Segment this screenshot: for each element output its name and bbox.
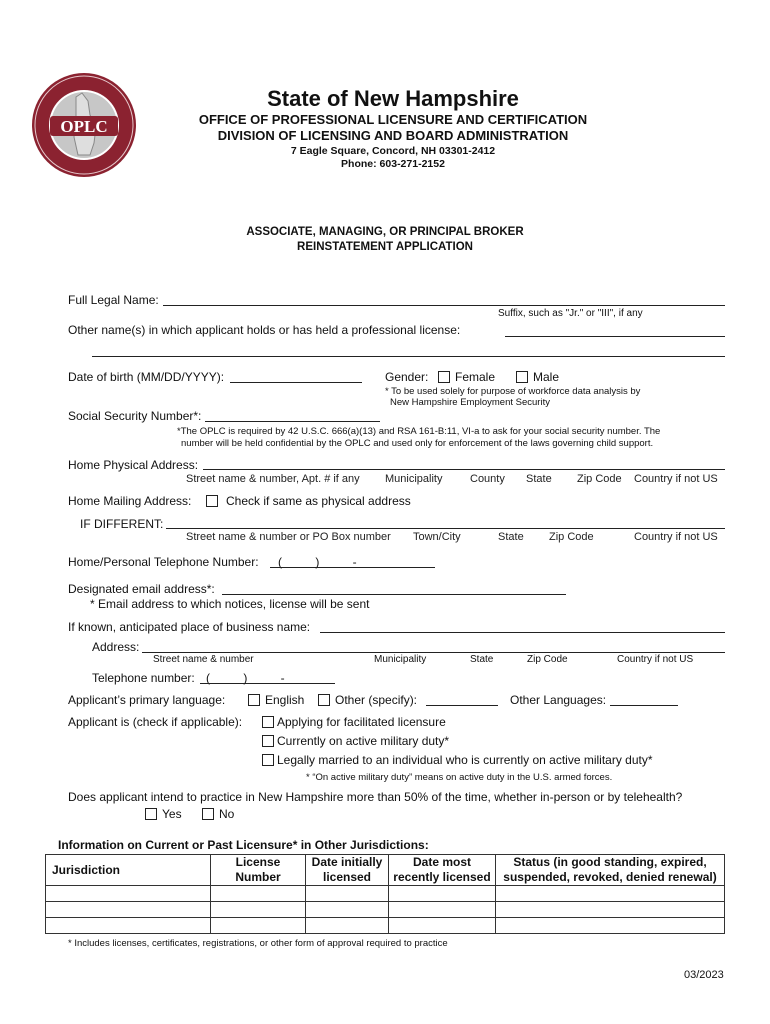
- ssn-field[interactable]: [205, 421, 380, 422]
- facilitated-option[interactable]: Applying for facilitated licensure: [262, 715, 446, 729]
- col-status: Status (in good standing, expired, suspended, revoked, denied renewal): [496, 855, 725, 886]
- home-physical-label: Home Physical Address:: [68, 458, 199, 472]
- married-military-option[interactable]: Legally married to an individual who is currently on active military duty*: [262, 753, 653, 767]
- practice-yes-option[interactable]: Yes: [145, 807, 182, 821]
- other-names-field[interactable]: [505, 336, 725, 337]
- office-name: OFFICE OF PROFESSIONAL LICENSURE AND CERTIFICATION: [198, 112, 588, 127]
- hp-state-hint: State: [526, 473, 552, 485]
- gender-note-line1: * To be used solely for purpose of workforce data analysis by: [385, 386, 641, 397]
- telephone-mask: ( ) -: [206, 671, 285, 685]
- hp-street-hint: Street name & number, Apt. # if any: [186, 473, 360, 485]
- facilitated-checkbox[interactable]: [262, 716, 274, 728]
- licensure-table: [45, 854, 725, 934]
- lang-other-option[interactable]: Other (specify):: [318, 693, 417, 707]
- business-address-label: Address:: [92, 640, 140, 654]
- md-state-hint: State: [498, 531, 524, 543]
- ba-municipality-hint: Municipality: [374, 654, 427, 665]
- ssn-note-line1: *The OPLC is required by 42 U.S.C. 666(a)(13) and RSA 161-B:11, VI-a to ask for your social security number. The: [177, 426, 661, 437]
- table-row[interactable]: [46, 918, 725, 934]
- other-languages-label: Other Languages:: [510, 693, 607, 707]
- md-town-hint: Town/City: [413, 531, 461, 543]
- licensure-heading: Information on Current or Past Licensure* in Other Jurisdictions:: [58, 838, 429, 852]
- gender-label: Gender:: [385, 370, 429, 384]
- other-names-field-line2[interactable]: [92, 356, 725, 357]
- other-languages-field[interactable]: [610, 705, 678, 706]
- no-checkbox[interactable]: [202, 808, 214, 820]
- email-field[interactable]: [222, 594, 566, 595]
- md-country-hint: Country if not US: [634, 531, 718, 543]
- ba-state-hint: State: [470, 654, 494, 665]
- married-military-checkbox[interactable]: [262, 754, 274, 766]
- same-as-physical-option[interactable]: Check if same as physical address: [206, 494, 411, 508]
- dob-field[interactable]: [230, 382, 362, 383]
- ssn-label: Social Security Number*:: [68, 409, 202, 423]
- business-name-field[interactable]: [320, 632, 725, 633]
- phone-field[interactable]: [270, 567, 435, 568]
- licensure-header-row: [46, 855, 725, 886]
- dob-label: Date of birth (MM/DD/YYYY):: [68, 370, 225, 384]
- telephone-label: Telephone number:: [92, 671, 195, 685]
- col-jurisdiction: Jurisdiction: [46, 855, 211, 886]
- lang-english-option[interactable]: English: [248, 693, 304, 707]
- md-street-hint: Street name & number or PO Box number: [186, 531, 391, 543]
- table-row[interactable]: [46, 886, 725, 902]
- form-title-line1: ASSOCIATE, MANAGING, OR PRINCIPAL BROKER: [246, 226, 524, 238]
- full-name-label: Full Legal Name:: [68, 293, 159, 307]
- seal-center-text: OPLC: [60, 117, 108, 136]
- phone-label: Home/Personal Telephone Number:: [68, 555, 259, 569]
- female-checkbox[interactable]: [438, 371, 450, 383]
- language-label: Applicant’s primary language:: [68, 693, 226, 707]
- home-mailing-label: Home Mailing Address:: [68, 494, 192, 508]
- office-address: 7 Eagle Square, Concord, NH 03301-2412: [290, 145, 496, 157]
- form-title-line2: REINSTATEMENT APPLICATION: [297, 241, 473, 253]
- hp-county-hint: County: [470, 473, 505, 485]
- applicant-status-label: Applicant is (check if applicable):: [68, 715, 243, 729]
- ssn-note-line2: number will be held confidential by the OPLC and used only for enforcement of the laws governing child support.: [181, 438, 654, 449]
- division-name: DIVISION OF LICENSING AND BOARD ADMINISTRATION: [217, 128, 569, 143]
- email-label: Designated email address*:: [68, 582, 215, 596]
- hp-zip-hint: Zip Code: [577, 473, 622, 485]
- practice-question: Does applicant intend to practice in New Hampshire more than 50% of the time, whether in-person or by telehealth?: [68, 790, 683, 804]
- other-language-checkbox[interactable]: [318, 694, 330, 706]
- male-checkbox[interactable]: [516, 371, 528, 383]
- state-title: State of New Hampshire: [267, 86, 519, 111]
- mailing-address-field[interactable]: [166, 528, 725, 529]
- practice-no-option[interactable]: No: [202, 807, 234, 821]
- ba-street-hint: Street name & number: [153, 654, 254, 665]
- phone-mask: ( ) -: [278, 555, 357, 569]
- ba-country-hint: Country if not US: [617, 654, 694, 665]
- other-names-label: Other name(s) in which applicant holds or has held a professional license:: [68, 323, 461, 337]
- full-name-field[interactable]: [163, 305, 725, 306]
- md-zip-hint: Zip Code: [549, 531, 594, 543]
- revision-date: 03/2023: [684, 969, 724, 981]
- hp-country-hint: Country if not US: [634, 473, 718, 485]
- hp-municipality-hint: Municipality: [385, 473, 443, 485]
- gender-male-option[interactable]: Male: [516, 370, 559, 384]
- col-license-number: License Number: [211, 855, 306, 886]
- email-note: * Email address to which notices, license will be sent: [90, 597, 370, 611]
- suffix-hint: Suffix, such as "Jr." or "III", if any: [498, 308, 643, 319]
- business-name-label: If known, anticipated place of business name:: [68, 620, 311, 634]
- english-checkbox[interactable]: [248, 694, 260, 706]
- gender-note-line2: New Hampshire Employment Security: [390, 397, 550, 408]
- ba-zip-hint: Zip Code: [527, 654, 568, 665]
- other-language-field[interactable]: [426, 705, 498, 706]
- military-note: * “On active military duty” means on active duty in the U.S. armed forces.: [306, 772, 613, 783]
- military-option[interactable]: Currently on active military duty*: [262, 734, 449, 748]
- yes-checkbox[interactable]: [145, 808, 157, 820]
- gender-female-option[interactable]: Female: [438, 370, 495, 384]
- col-date-initially: Date initially licensed: [306, 855, 389, 886]
- licensure-footnote: * Includes licenses, certificates, registrations, or other form of approval required to practice: [68, 938, 448, 949]
- col-date-recent: Date most recently licensed: [389, 855, 496, 886]
- if-different-label: IF DIFFERENT:: [80, 517, 164, 531]
- telephone-field[interactable]: [200, 683, 335, 684]
- military-checkbox[interactable]: [262, 735, 274, 747]
- office-phone: Phone: 603-271-2152: [341, 158, 445, 170]
- same-as-physical-checkbox[interactable]: [206, 495, 218, 507]
- business-address-field[interactable]: [142, 652, 725, 653]
- home-physical-field[interactable]: [203, 469, 725, 470]
- table-row[interactable]: [46, 902, 725, 918]
